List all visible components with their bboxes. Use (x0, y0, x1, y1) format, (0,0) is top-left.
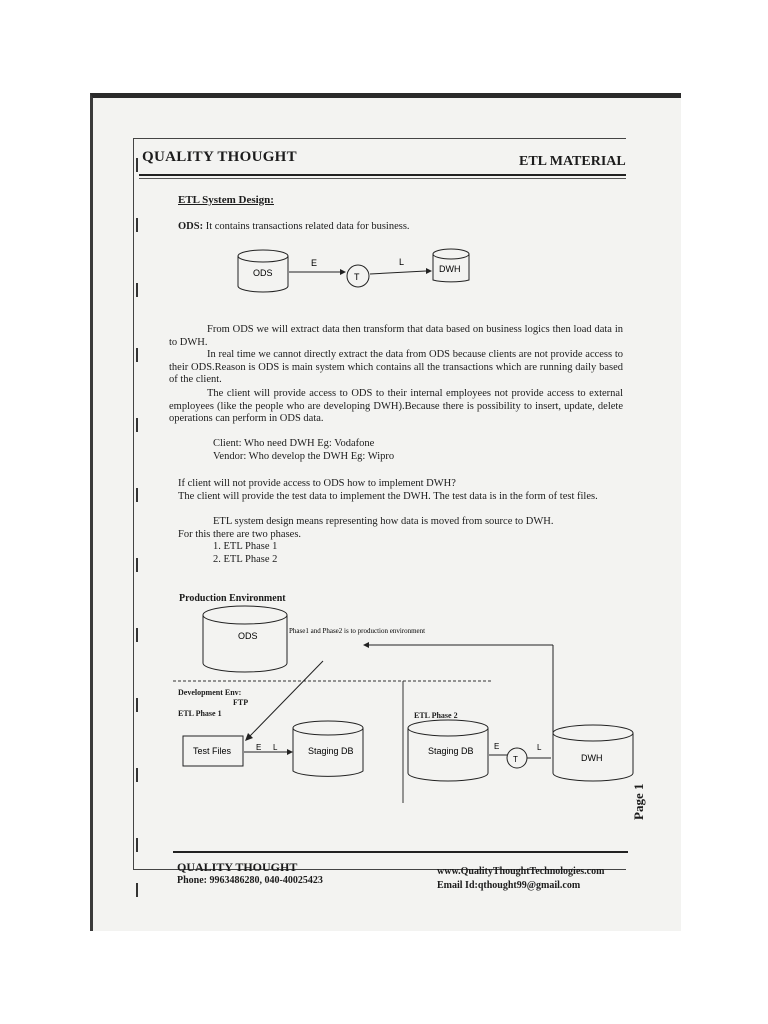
arrowhead (340, 269, 346, 275)
margin-mark (136, 283, 138, 297)
phase2-t: T (513, 755, 518, 764)
page-number: Page 1 (631, 783, 646, 820)
footer-email: Email Id:qthought99@gmail.com (437, 880, 581, 891)
footer-phone: Phone: 9963486280, 040-40025423 (177, 875, 323, 886)
ftp-arrow (249, 661, 323, 737)
edge-l-label: L (399, 257, 405, 267)
header-brand: QUALITY THOUGHT (142, 149, 297, 165)
margin-mark (136, 558, 138, 572)
question-text: If client will not provide access to ODS how to implement DWH? (178, 478, 456, 489)
environment-diagram (163, 603, 643, 813)
answer-text: The client will provide the test data to implement the DWH. The test data is in the form of test files. (178, 491, 598, 502)
arrowhead (426, 268, 432, 274)
phase1-label: ETL Phase 1 (178, 709, 222, 718)
margin-mark (136, 883, 138, 897)
design-phases-intro: For this there are two phases. (178, 529, 302, 540)
dwh-label: DWH (439, 264, 461, 274)
edge-l (370, 271, 426, 274)
margin-mark (136, 768, 138, 782)
footer-rule (173, 851, 628, 853)
production-env-title: Production Environment (179, 593, 286, 604)
paragraph-2: In real time we cannot directly extract the data from ODS because clients are not provide access to their ODS.Reason is ODS is main system which contains all the transactions which are running daily based of the client. (169, 349, 623, 385)
prod-ods-label: ODS (238, 631, 258, 641)
staging-db-2-label: Staging DB (428, 746, 474, 756)
ods-label: ODS (253, 268, 273, 278)
margin-mark (136, 838, 138, 852)
margin-mark (136, 418, 138, 432)
margin-mark (136, 698, 138, 712)
ftp-label: FTP (233, 698, 249, 707)
phase2-label: ETL Phase 2 (414, 711, 458, 720)
margin-mark (136, 348, 138, 362)
etl-flow-diagram (233, 246, 473, 306)
dev-env-label: Development Env: (178, 688, 242, 697)
transform-label: T (354, 272, 360, 282)
phase1-e: E (256, 743, 262, 752)
paragraph-3: The client will provide access to ODS to their internal employees not provide access to external employees (like the people who are developing DWH).Because there is possibility to insert, update, delete operations can perform in ODS data. (169, 388, 623, 424)
header-rule-thin (139, 178, 626, 179)
margin-mark (136, 628, 138, 642)
phase2-e: E (494, 742, 500, 751)
ods-text: It contains transactions related data for business. (205, 221, 410, 232)
header-rule (139, 174, 626, 176)
header-title: ETL MATERIAL (519, 154, 626, 169)
prod-arrow-label: Phase1 and Phase2 is to production environment (289, 627, 426, 635)
design-line: ETL system design means representing how data is moved from source to DWH. (213, 516, 554, 527)
footer-website: www.QualityThoughtTechnologies.com (437, 866, 605, 877)
margin-mark (136, 218, 138, 232)
return-arrowhead (363, 642, 369, 648)
section-title: ETL System Design: (178, 194, 274, 206)
phase1-l: L (273, 743, 278, 752)
phase-item-1: 1. ETL Phase 1 (213, 541, 278, 552)
staging-db-1-label: Staging DB (308, 746, 354, 756)
vendor-role: Vendor: Who develop the DWH Eg: Wipro (213, 451, 395, 462)
dwh-dev-label: DWH (581, 753, 603, 763)
paragraph-1: From ODS we will extract data then transform that data based on business logics then load data in to DWH. (169, 324, 623, 348)
ods-definition (178, 221, 410, 234)
client-role: Client: Who need DWH Eg: Vodafone (213, 438, 375, 449)
phase2-l: L (537, 743, 542, 752)
ods-term: ODS: (178, 221, 204, 232)
scanned-page (90, 93, 681, 931)
edge-e-label: E (311, 258, 318, 268)
margin-mark (136, 488, 138, 502)
margin-mark (136, 158, 138, 172)
footer-brand: QUALITY THOUGHT (177, 860, 298, 874)
phase-item-2: 2. ETL Phase 2 (213, 554, 278, 565)
phase1-arrowhead (287, 749, 293, 755)
test-files-label: Test Files (193, 746, 232, 756)
